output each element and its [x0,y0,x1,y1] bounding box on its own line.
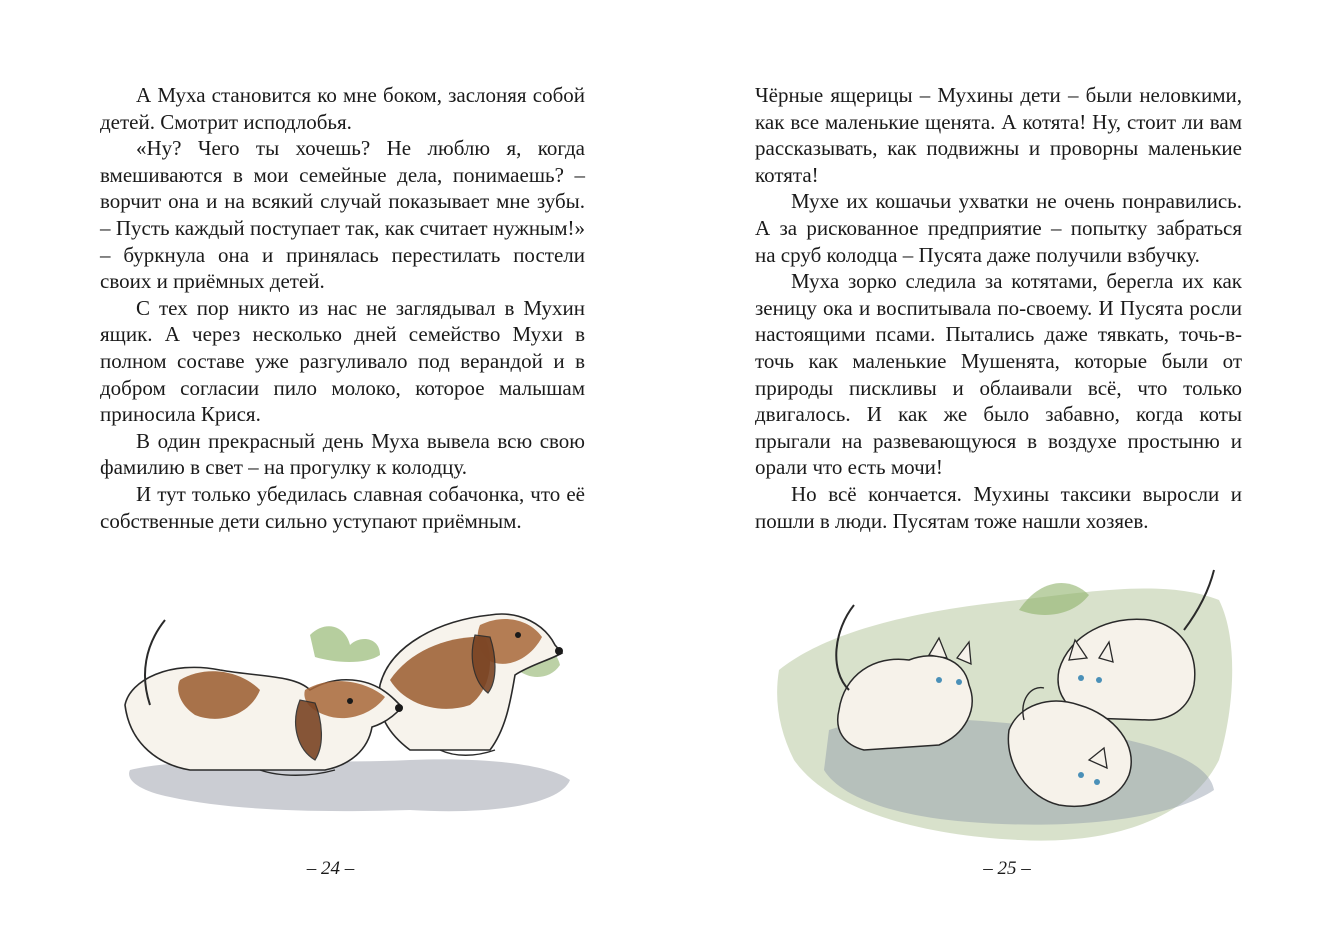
left-text-block [100,82,585,534]
three-kittens-illustration [769,560,1249,855]
paragraph: Чёрные ящерицы – Мухины дети – были неловкими, как все маленькие щенята. А котята! Ну, стоит ли вам рассказывать, как подвижны и проворны маленькие котята! [755,83,1242,187]
paragraph: Но всё кончается. Мухины таксики выросли и пошли в люди. Пусятам тоже нашли хозяев. [755,481,1242,533]
paragraph: А Муха становится ко мне боком, заслоняя собой детей. Смотрит исподлобья. [100,83,585,134]
paragraph: Мухе их кошачьи ухватки не очень понравились. А за рискованное предприятие – попытку забраться на сруб колодца – Пусята даже получили взбучку. [755,189,1242,267]
right-text-block [755,82,1242,534]
paragraph: «Ну? Чего ты хочешь? Не люблю я, когда вмешиваются в мои семейные дела, понимаешь? – ворчит она и на всякий случай показывает мне зубы. – Пусть каждый поступает так, как считает нужным!» – буркнула она и принялась перестилать постели своих и приёмных детей. [100,136,585,294]
left-page [0,0,669,945]
paragraph: И тут только убедилась славная собачонка, что её собственные дети сильно уступают приёмным. [100,481,585,533]
paragraph: В один прекрасный день Муха вывела всю свою фамилию в свет – на прогулку к колодцу. [100,428,585,480]
paragraph: Муха зорко следила за котятами, берегла их как зеницу ока и воспитывала по-своему. И Пусята росли настоящими псами. Пытались даже тявкать, точь-в-точь как маленькие Мушенята, которые были от природы пискливы и облаивали всё, что только двигалось. И как же было забавно, когда коты прыгали на развевающуюся в воздухе простыню и орали что есть мочи! [755,269,1242,480]
right-page [669,0,1339,945]
page-number: – 25 – [983,858,1031,879]
page-number: – 24 – [306,858,355,879]
paragraph: С тех пор никто из нас не заглядывал в Мухин ящик. А через несколько дней семейство Мухи в полном составе уже разгуливало под верандой и в добром согласии пило молоко, которое малышам приносила Крися. [100,295,585,427]
two-puppies-illustration [110,565,580,850]
